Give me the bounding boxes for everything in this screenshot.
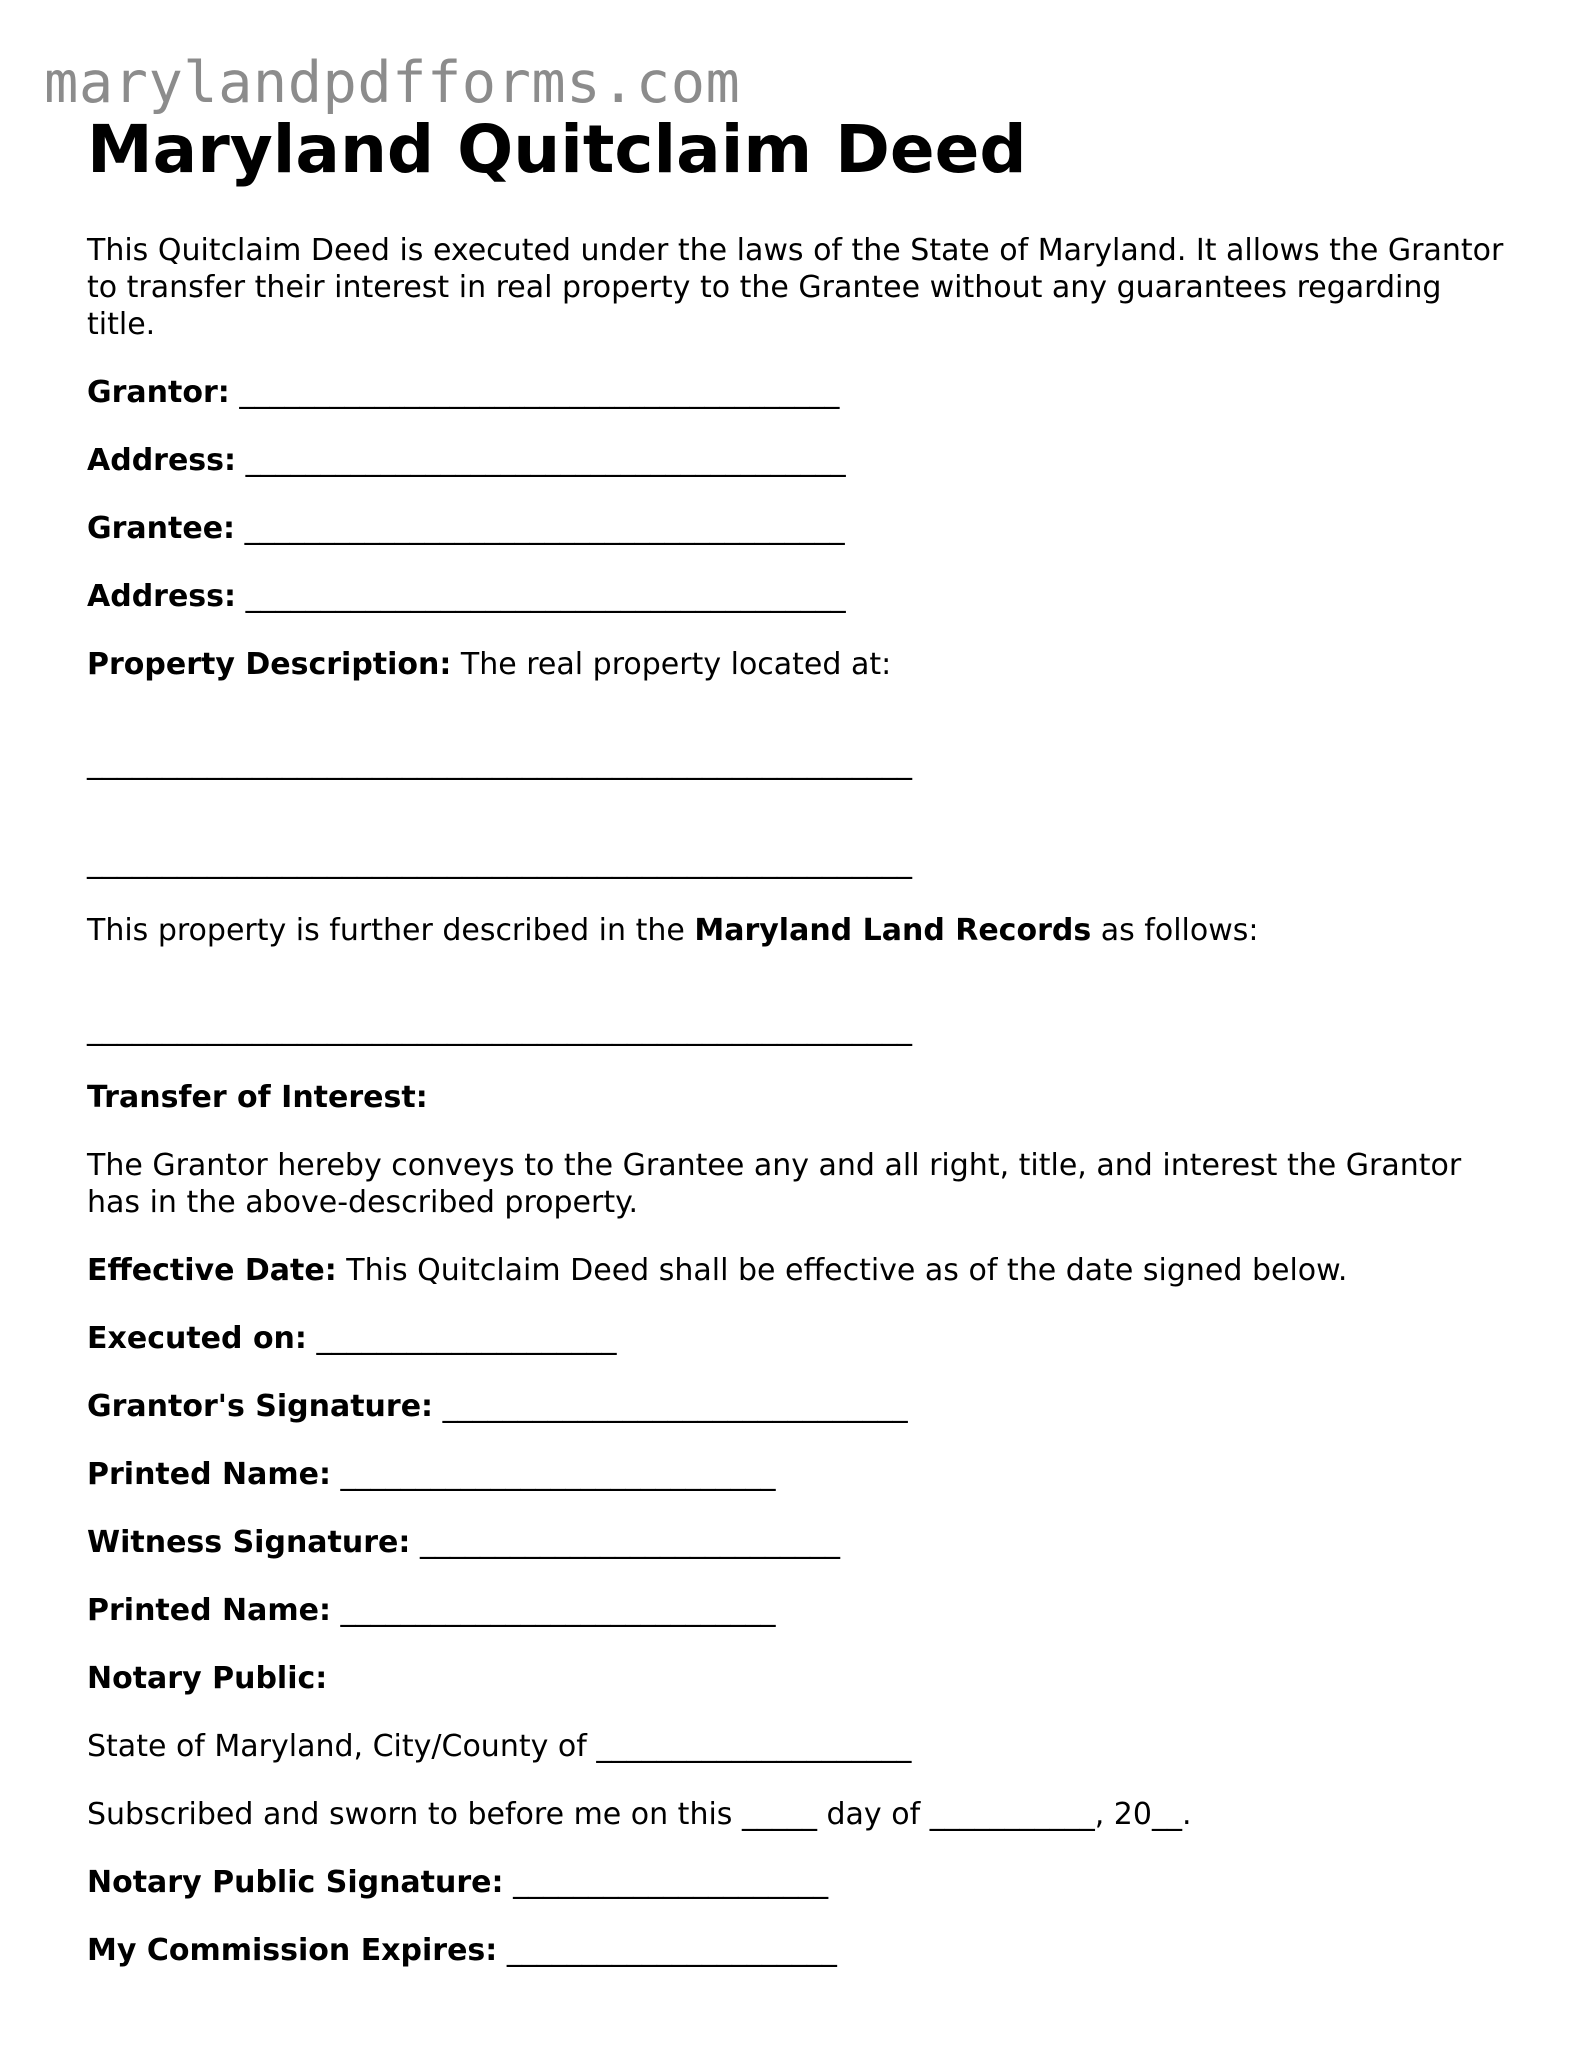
property-blank-1[interactable]: _______________________________________________________: [87, 746, 912, 781]
commission-expires-blank[interactable]: ______________________: [506, 1933, 837, 1968]
grantee-field: [87, 510, 1507, 547]
executed-on-label: Executed on:: [87, 1321, 307, 1356]
transfer-paragraph: The Grantor hereby conveys to the Grantee any and all right, title, and interest the Grantor has in the above-described property.: [87, 1148, 1462, 1220]
watermark: marylandpdfforms.com: [44, 50, 741, 116]
grantor-address-label: Address:: [87, 443, 237, 478]
property-description: [87, 646, 1507, 683]
page-title: Maryland Quitclaim Deed: [87, 111, 1027, 188]
notary-period: .: [1181, 1797, 1192, 1832]
notary-month-blank[interactable]: ___________: [929, 1797, 1095, 1832]
effective-date-text: This Quitclaim Deed shall be effective as of the date signed below.: [336, 1253, 1348, 1288]
grantee-label: Grantee:: [87, 511, 236, 546]
notary-county-field: [87, 1728, 1507, 1765]
property-description-text: The real property located at:: [451, 647, 892, 682]
grantor-address-blank[interactable]: ________________________________________: [245, 443, 846, 478]
executed-on-field: [87, 1320, 1507, 1357]
grantor-label: Grantor:: [87, 375, 230, 410]
effective-date-label: Effective Date:: [87, 1253, 337, 1288]
grantor-signature-field: [87, 1388, 1507, 1425]
grantee-blank[interactable]: ________________________________________: [244, 511, 845, 546]
transfer-heading: Transfer of Interest:: [87, 1080, 428, 1115]
notary-day-blank[interactable]: _____: [741, 1797, 817, 1832]
land-records-paragraph: [87, 912, 1507, 949]
grantor-signature-label: Grantor's Signature:: [87, 1389, 434, 1424]
grantee-address-field: [87, 578, 1507, 615]
land-records-blank[interactable]: _______________________________________________________: [87, 1012, 912, 1047]
land-records-bold: Maryland Land Records: [694, 913, 1092, 948]
witness-printed-name-label: Printed Name:: [87, 1593, 331, 1628]
executed-on-blank[interactable]: ____________________: [316, 1321, 617, 1356]
grantee-address-blank[interactable]: ________________________________________: [245, 579, 846, 614]
intro-paragraph: This Quitclaim Deed is executed under the laws of the State of Maryland. It allows the Grantor to transfer their interest in real property to the Grantee without any guarantees regarding title.: [87, 233, 1504, 342]
notary-signature-field: [87, 1864, 1507, 1901]
land-records-suffix: as follows:: [1091, 913, 1259, 948]
notary-county-blank[interactable]: _____________________: [596, 1729, 912, 1764]
grantor-field: [87, 374, 1507, 411]
commission-expires-label: My Commission Expires:: [87, 1933, 498, 1968]
grantor-printed-name-blank[interactable]: _____________________________: [340, 1457, 776, 1492]
property-blank-2[interactable]: _______________________________________________________: [87, 845, 912, 880]
witness-printed-name-field: [87, 1592, 1507, 1629]
grantor-address-field: [87, 442, 1507, 479]
grantor-printed-name-field: [87, 1456, 1507, 1493]
notary-heading: Notary Public:: [87, 1661, 328, 1696]
notary-sworn-field: [87, 1796, 1507, 1833]
notary-day-text: day of: [816, 1797, 930, 1832]
notary-year-text: , 20: [1094, 1797, 1152, 1832]
witness-signature-label: Witness Signature:: [87, 1525, 411, 1560]
property-description-label: Property Description:: [87, 647, 452, 682]
notary-signature-label: Notary Public Signature:: [87, 1865, 504, 1900]
witness-signature-field: [87, 1524, 1507, 1561]
notary-county-prefix: State of Maryland, City/County of: [87, 1729, 597, 1764]
witness-signature-blank[interactable]: ____________________________: [419, 1525, 840, 1560]
commission-expires-field: [87, 1932, 1507, 1969]
grantor-printed-name-label: Printed Name:: [87, 1457, 331, 1492]
document-page: [87, 108, 1507, 2000]
notary-year-blank[interactable]: __: [1151, 1797, 1182, 1832]
land-records-prefix: This property is further described in the: [87, 913, 695, 948]
grantor-signature-blank[interactable]: _______________________________: [442, 1389, 908, 1424]
grantor-blank[interactable]: ________________________________________: [239, 375, 840, 410]
effective-date-paragraph: [87, 1252, 1507, 1289]
grantee-address-label: Address:: [87, 579, 237, 614]
witness-printed-name-blank[interactable]: _____________________________: [340, 1593, 776, 1628]
notary-sworn-prefix: Subscribed and sworn to before me on this: [87, 1797, 742, 1832]
notary-signature-blank[interactable]: _____________________: [513, 1865, 829, 1900]
